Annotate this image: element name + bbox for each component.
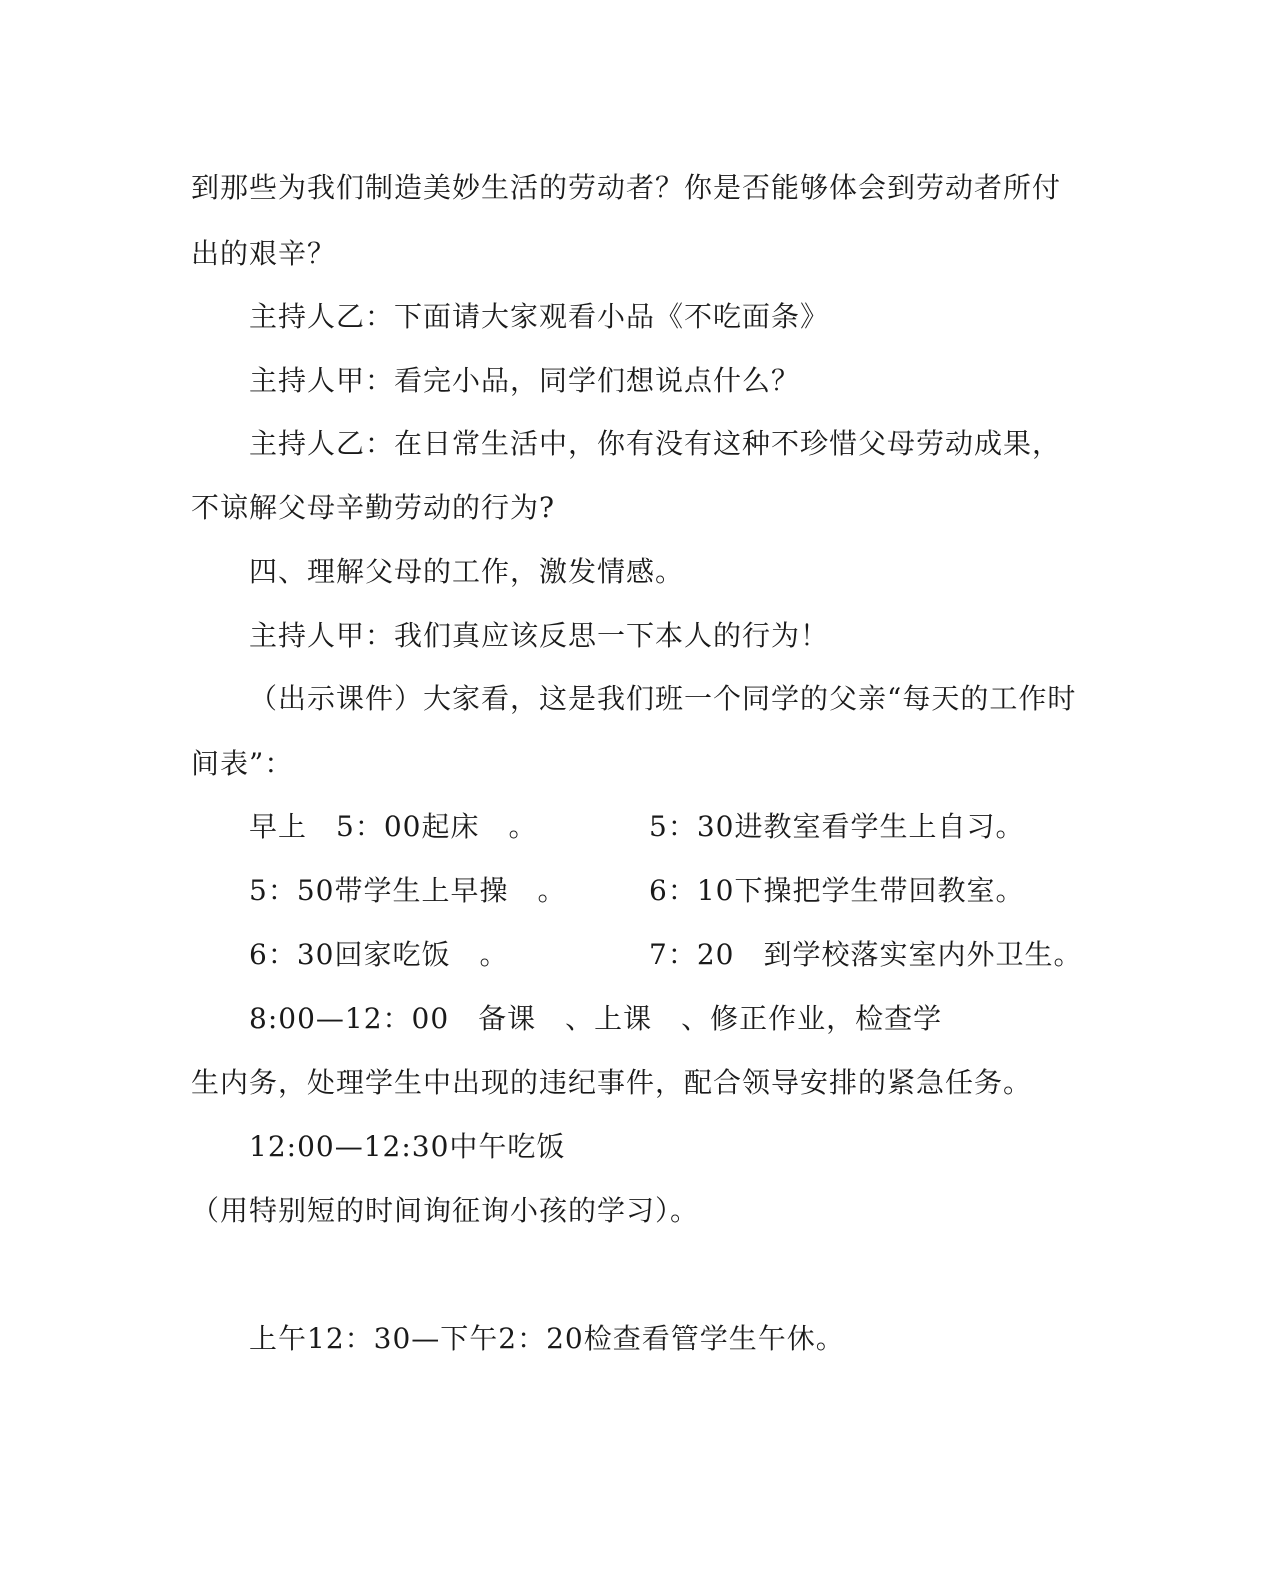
section-heading: 四、理解父母的工作，激发情感。 xyxy=(249,555,685,588)
paragraph-line: 间表”： xyxy=(191,747,294,780)
paragraph-line: 上午12：30—下午2：20检查看管学生午休。 xyxy=(249,1322,845,1355)
schedule-entry-left: 6：30回家吃饭 。 xyxy=(249,938,509,971)
paragraph-line: 出的艰辛？ xyxy=(191,237,337,270)
schedule-entry-right: 5：30进教室看学生上自习。 xyxy=(649,810,1025,843)
paragraph-line: 生内务，处理学生中出现的违纪事件，配合领导安排的紧急任务。 xyxy=(191,1066,1033,1099)
paragraph-line: 不谅解父母辛勤劳动的行为? xyxy=(191,491,556,524)
schedule-entry-right: 6：10下操把学生带回教室。 xyxy=(649,874,1025,907)
paragraph-line: 到那些为我们制造美妙生活的劳动者？你是否能够体会到劳动者所付 xyxy=(191,171,1062,204)
paragraph-line: 主持人甲：我们真应该反思一下本人的行为！ xyxy=(249,619,830,652)
paragraph-line: 12:00—12:30中午吃饭 xyxy=(249,1130,566,1163)
paragraph-line: （出示课件）大家看，这是我们班一个同学的父亲“每天的工作时 xyxy=(249,682,1077,715)
paragraph-line: 主持人甲：看完小品，同学们想说点什么？ xyxy=(249,364,801,397)
schedule-entry-left: 早上 5：00起床 。 xyxy=(249,810,538,843)
paragraph-line: 主持人乙：在日常生活中，你有没有这种不珍惜父母劳动成果， xyxy=(249,427,1062,460)
paragraph-line: （用特别短的时间询征询小孩的学习）。 xyxy=(191,1194,700,1227)
schedule-entry-left: 5：50带学生上早操 。 xyxy=(249,874,567,907)
paragraph-line: 8:00—12：00 备课 、上课 、修正作业，检查学 xyxy=(249,1002,943,1035)
paragraph-line: 主持人乙：下面请大家观看小品《不吃面条》 xyxy=(249,300,830,333)
schedule-entry-right: 7：20 到学校落实室内外卫生。 xyxy=(649,938,1083,971)
